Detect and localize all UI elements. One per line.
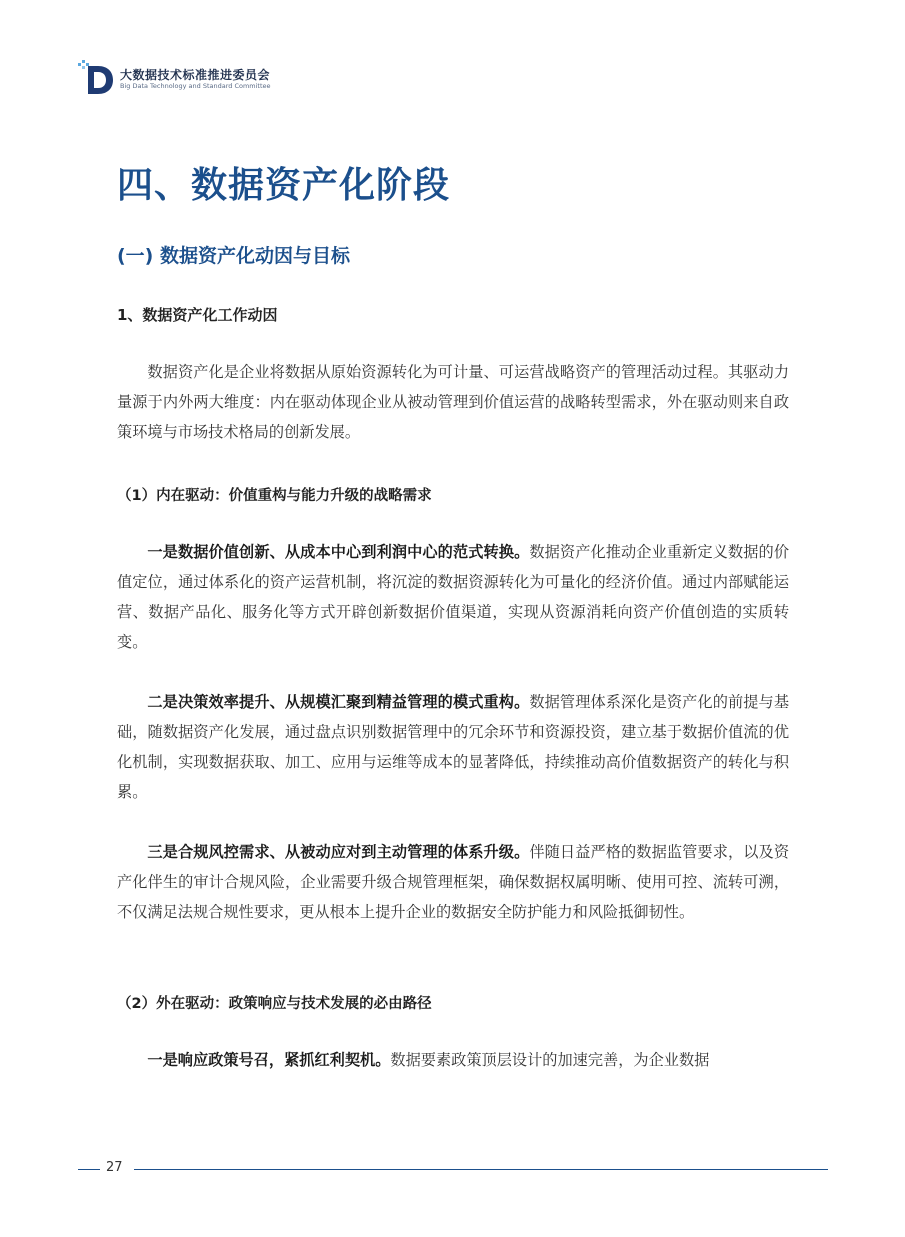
page-footer (78, 1158, 828, 1182)
page-number: 27 (106, 1160, 123, 1175)
logo-d-icon (78, 60, 114, 96)
paragraph-lead: 三是合规风控需求、从被动应对到主动管理的体系升级。 (147, 843, 530, 861)
paragraph-decision-efficiency (117, 687, 789, 807)
paragraph-lead: 二是决策效率提升、从规模汇聚到精益管理的模式重构。 (147, 693, 530, 711)
internal-driver-title: （1）内在驱动：价值重构与能力升级的战略需求 (117, 488, 432, 504)
paragraph-value-innovation (117, 537, 789, 657)
paragraph-policy-response (117, 1045, 789, 1075)
paragraph-body: 数据管理体系深化是资产化的前提与基础，随数据资产化发展，通过盘点识别数据管理中的冗余环节和资源投资，建立基于数据价值流的优化机制，实现数据获取、加工、应用与运维等成本的显著降低，持续推动高价值数据资产的转化与积累。 (117, 693, 790, 801)
paragraph-lead: 一是数据价值创新、从成本中心到利润中心的范式转换。 (147, 543, 530, 561)
subsection-title: 1、数据资产化工作动因 (117, 306, 278, 324)
paragraph-lead: 一是响应政策号召，紧抓红利契机。 (147, 1051, 391, 1069)
intro-paragraph: 数据资产化是企业将数据从原始资源转化为可计量、可运营战略资产的管理活动过程。其驱动力量源于内外两大维度：内在驱动体现企业从被动管理到价值运营的战略转型需求，外在驱动则来自政策环境与市场技术格局的创新发展。 (117, 363, 789, 441)
section-title: (一) 数据资产化动因与目标 (117, 245, 350, 267)
paragraph-body: 数据要素政策顶层设计的加速完善，为企业数据 (390, 1051, 710, 1069)
external-driver-title: （2）外在驱动：政策响应与技术发展的必由路径 (117, 996, 432, 1012)
chapter-title: 四、数据资产化阶段 (117, 165, 451, 206)
paragraph-body: 伴随日益严格的数据监管要求，以及资产化伴生的审计合规风险，企业需要升级合规管理框架，确保数据权属明晰、使用可控、流转可溯，不仅满足法规合规性要求，更从根本上提升企业的数据安全防护能力和风险抵御韧性。 (117, 843, 790, 921)
paragraph-compliance (117, 837, 789, 927)
header-logo (78, 58, 298, 98)
footer-rule-left (78, 1169, 100, 1170)
footer-rule-right (134, 1169, 828, 1170)
paragraph-body: 数据资产化推动企业重新定义数据的价值定位，通过体系化的资产运营机制，将沉淀的数据资源转化为可量化的经济价值。通过内部赋能运营、数据产品化、服务化等方式开辟创新数据价值渠道，实现从资源消耗向资产价值创造的实质转变。 (117, 543, 790, 651)
org-name-en: Big Data Technology and Standard Committee (120, 82, 271, 90)
org-name-cn: 大数据技术标准推进委员会 (120, 68, 271, 82)
